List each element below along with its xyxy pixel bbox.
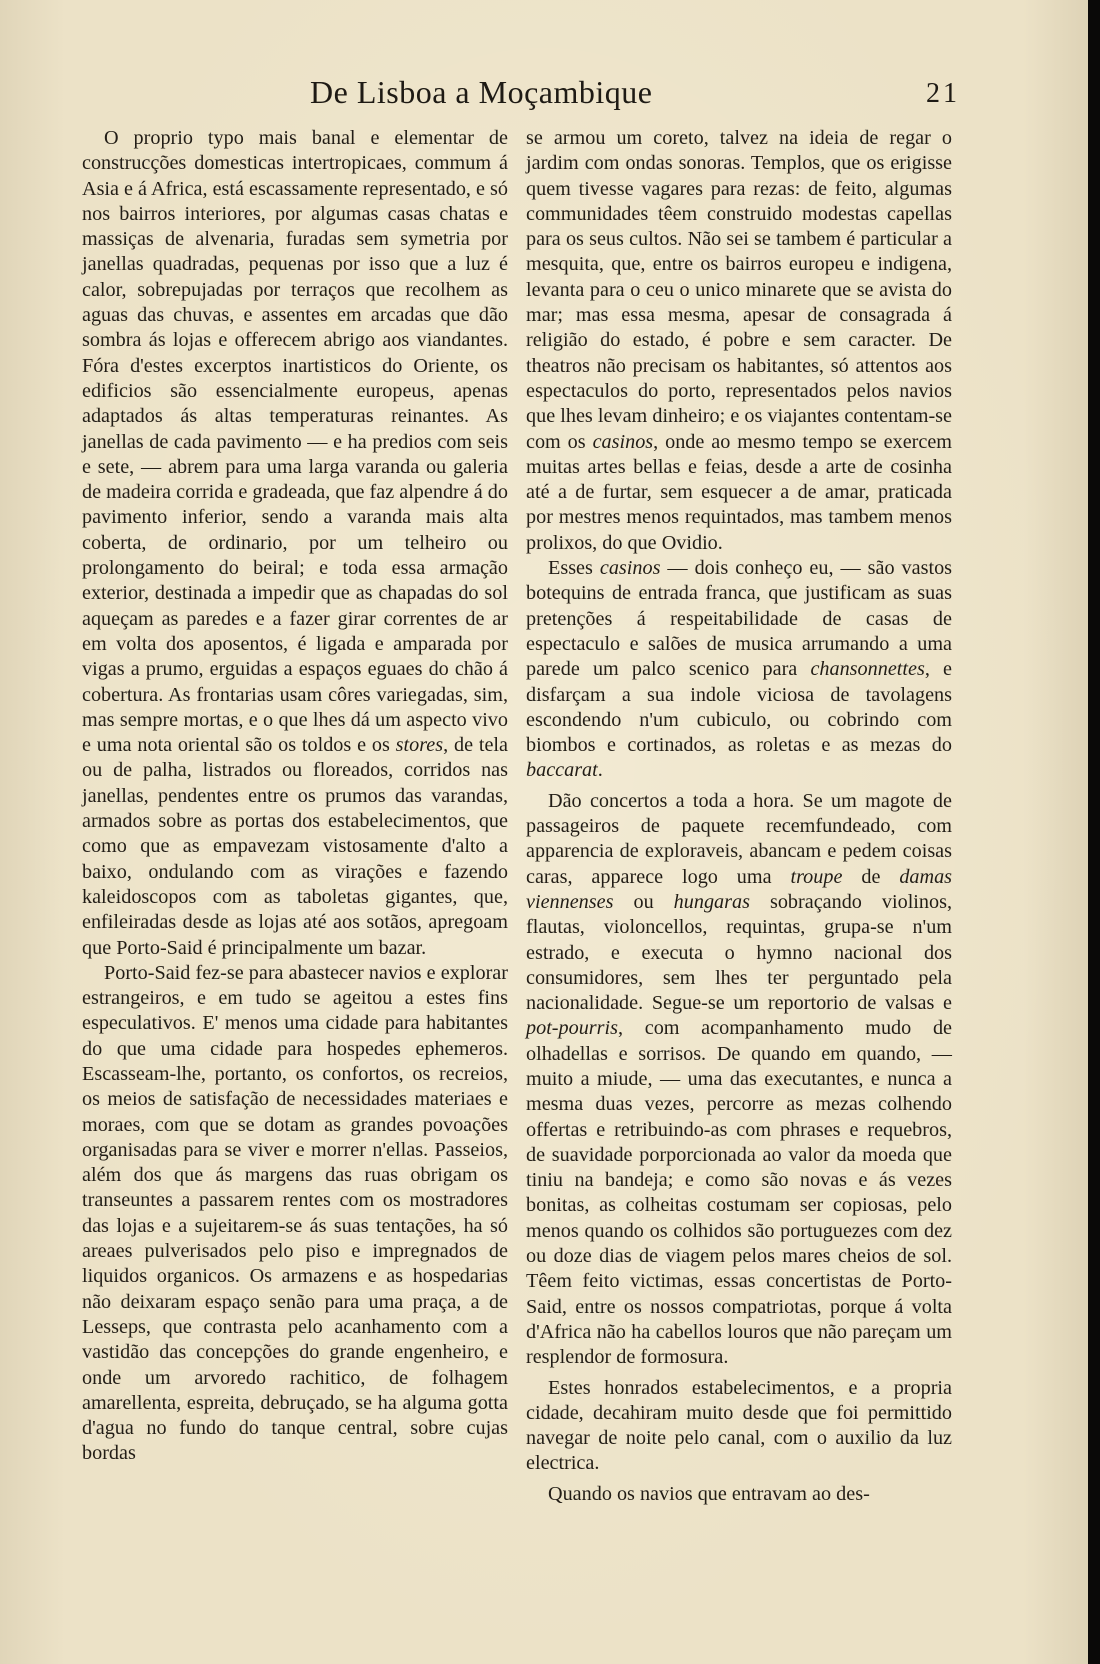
running-title: De Lisboa a Moçambique: [310, 74, 653, 110]
text-run: — dois conheço eu, — são vastos botequins de entrada franca, que justificam as suas pretenções á respeitabilidade de casas de espectaculo e salões de musica arrumando a uma parede um palco scenico para: [526, 557, 953, 681]
text-run: se armou um coreto, talvez na ideia de regar o jardim com ondas sonoras. Templos, que os erigisse quem tivesse vagares para rezas: de feito, algumas communidades têem construido modestas capellas para os seus cultos. Não sei se tambem é particular a mesquita, que, entre os bairros europeu e indigena, levanta para o ceu o unico minarete que se avista do mar; mas essa mesma, apesar de consagrada á religião do estado, é pobre e sem caracter. De theatros não precisam os habitantes, só attentos aos espectaculos do porto, representados pelos navios que lhes levam dinheiro; e os viajantes contentam-se com os: [526, 127, 952, 453]
text-run: Esses: [548, 557, 593, 580]
text-run: Quando os navios que entravam ao des-: [548, 1482, 870, 1505]
text-run: de: [861, 865, 881, 888]
right-column: [526, 126, 952, 1507]
text-run: ou: [633, 890, 654, 913]
italic-term: stores: [395, 734, 444, 757]
paragraph: [526, 1482, 952, 1507]
paragraph: [526, 126, 952, 556]
paragraph: [82, 961, 508, 1467]
text-run: O proprio typo mais banal e elementar de construcções domesticas intertropicaes, commum á Asia e á Africa, está escassamente representado, e só nos bairros interiores, por algumas casas chatas e massiças de alvenaria, furadas sem symetria por janellas quadradas, pequenas por isso que a luz é calor, sobrepujadas por terraços que recolhem as aguas das chuvas, e assentes em arcadas que dão sombra ás lojas e offerecem abrigo aos viandantes. Fóra d'estes excerptos inartisticos do Oriente, os edificios são essencialmente europeus, apenas adaptados ás altas temperaturas reinantes. As janellas de cada pavimento — e ha predios com seis e sete, — abrem para uma larga varanda ou galeria de madeira corrida e gradeada, que faz alpendre á do pavimento inferior, sendo a varanda mais alta coberta, de ordinario, por um telheiro ou prolongamento do beiral; e toda essa armação exterior, destinada a impedir que as chapadas do sol aqueçam as paredes e a fazer girar correntes de ar em volta dos aposentos, é ligada e amparada por vigas a prumo, erguidas a espaços eguaes do chão á cobertura. As frontarias usam côres variegadas, sim, mas sempre mortas, e o que lhes dá um aspecto vivo e uma nota oriental são os toldos e os: [82, 127, 508, 757]
text-run: , e disfarçam a sua indole viciosa de tavolagens escondendo n'um cubiculo, ou cobrindo com biombos e cortinados, as roletas e as mezas do: [526, 658, 952, 757]
italic-term: chansonnettes: [810, 658, 925, 681]
paragraph: [526, 789, 952, 1371]
italic-term: damas viennenses: [526, 865, 953, 913]
paragraph: [82, 126, 508, 961]
text-run: .: [597, 759, 603, 782]
page-number: 21: [926, 78, 960, 109]
text-run: Dão concertos a toda a hora. Se um magote de passageiros de paquete recemfundeado, com apparencia de exploraveis, abancam e pedem coisas caras, apparece logo uma: [526, 789, 952, 888]
text-run: , de tela ou de palha, listrados ou floreados, corridos nas janellas, pendentes entre os prumos das varandas, armados sobre as portas dos estabelecimentos, que como que as empavezam vistosamente d'alto a baixo, ondulando com as virações e fazendo kaleidoscopos com as taboletas gigantes, que, enfileiradas desde as lojas até aos sotãos, apregoam que Porto-Said é principalmente um bazar.: [82, 734, 509, 959]
italic-term: casinos: [599, 557, 661, 580]
italic-term: hungaras: [673, 890, 750, 913]
text-run: Estes honrados estabelecimentos, e a propria cidade, decahiram muito desde que foi permittido navegar de noite pelo canal, com o auxilio da luz electrica.: [526, 1376, 952, 1475]
italic-term: troupe: [790, 865, 843, 888]
text-run: , onde ao mesmo tempo se exercem muitas artes bellas e feias, desde a arte de cosinha até a de furtar, sem esquecer a de amar, praticada por mestres menos requintados, mas tambem menos prolixos, do que Ovidio.: [526, 430, 952, 554]
text-run: , com acompanhamento mudo de olhadellas e sorrisos. De quando em quando, — muito a miude, — uma das executantes, e nunca a mesma duas vezes, percorre as mezas colhendo offertas e retribuindo-as com phrases e requebros, de suavidade porporcionada ao valor da moeda que tiniu na bandeja; e como são novas e ás vezes bonitas, as colheitas costumam ser copiosas, pelo menos quando os colhidos são portuguezes com dez ou doze dias de viagem pelos mares cheios de sol. Têem feito victimas, essas concertistas de Porto-Said, entre os nossos compatriotas, porque á volta d'Africa não ha cabellos louros que não pareçam um resplendor de formosura.: [526, 1017, 952, 1369]
paragraph: [526, 1376, 952, 1477]
paragraph: [526, 556, 952, 784]
text-run: Porto-Said fez-se para abastecer navios e explorar estrangeiros, e em tudo se ageitou a estes fins especulativos. E' menos uma cidade para habitantes do que uma cidade para hospedes ephemeros. Escasseam-lhe, portanto, os confortos, os recreios, os meios de satisfação de necessidades materiaes e moraes, com que se dotam as grandes povoações organisadas para se viver e morrer n'ellas. Passeios, além dos que ás margens das ruas obrigam os transeuntes a passarem rentes com os mostradores das lojas e a sujeitarem-se ás suas tentações, ha só areaes pulverisados pelo piso e impregnados de liquidos organicos. Os armazens e as hospedarias não deixaram espaço senão para uma praça, a de Lesseps, que contrasta pelo acanhamento com a vastidão das concepções do grande engenheiro, e onde um arvoredo rachitico, de folhagem amarellenta, espreita, debruçado, se ha alguma gotta d'agua no fundo do tanque central, sobre cujas bordas: [82, 961, 508, 1465]
italic-term: casinos: [592, 430, 654, 453]
italic-term: baccarat: [526, 759, 598, 782]
scan-edge: [1088, 0, 1100, 1664]
italic-term: pot-pourris: [526, 1017, 618, 1040]
text-run: sobraçando violinos, flautas, violoncellos, requintas, grupa-se n'um estrado, e executa o hymno nacional dos consumidores, sem lhes ter perguntado pela nacionalidade. Segue-se um reportorio de valsas e: [526, 890, 953, 1015]
left-column: [82, 126, 508, 1467]
